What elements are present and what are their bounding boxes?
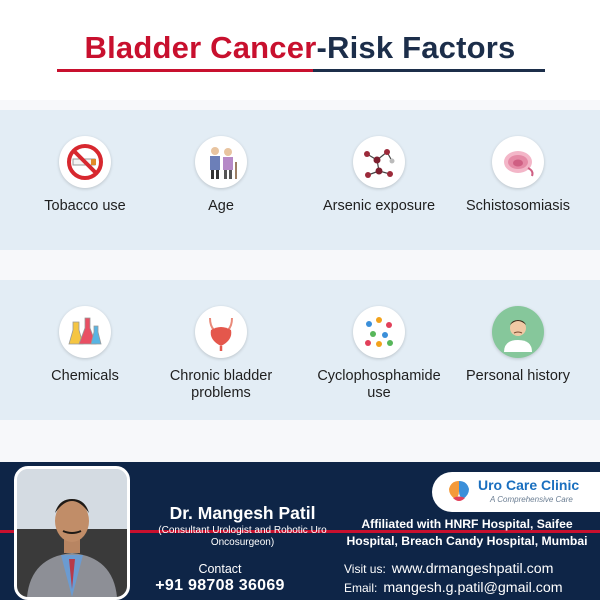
title-underline xyxy=(57,69,545,72)
clinic-logo-icon xyxy=(444,478,474,511)
clinic-logo xyxy=(432,472,600,512)
affiliation-text: Affiliated with HNRF Hospital, Saifee Hospital, Breach Candy Hospital, Mumbai xyxy=(346,517,588,548)
molecule-icon xyxy=(353,136,405,188)
doctor-photo xyxy=(14,466,130,600)
risk-item-cyclophosphamide xyxy=(304,280,454,420)
title-rest: -Risk Factors xyxy=(316,30,516,65)
doctor-title: (Consultant Urologist and Robotic Uro Oncosurgeon) xyxy=(158,525,327,548)
risk-label: Chemicals xyxy=(51,368,119,384)
risk-factors-row-1 xyxy=(0,110,600,250)
page-title xyxy=(0,30,600,66)
email-link[interactable]: mangesh.g.patil@gmail.com xyxy=(383,580,563,596)
elderly-couple-icon xyxy=(195,136,247,188)
doctor-name: Dr. Mangesh Patil xyxy=(169,503,316,523)
risk-item-tobacco xyxy=(10,110,160,250)
risk-label: Arsenic exposure xyxy=(322,198,436,214)
risk-label: Cyclophosphamide use xyxy=(317,368,441,401)
risk-item-chemicals xyxy=(10,280,160,420)
risk-item-schistosomiasis xyxy=(443,110,593,250)
clinic-tagline: A Comprehensive Care xyxy=(490,495,573,504)
lab-flasks-icon xyxy=(59,306,111,358)
parasite-icon xyxy=(492,136,544,188)
risk-label: Schistosomiasis xyxy=(466,198,570,214)
website-line xyxy=(344,560,600,578)
patient-icon xyxy=(492,306,544,358)
risk-item-chronic-bladder xyxy=(146,280,296,420)
spacer xyxy=(0,250,600,280)
website-label: Visit us: xyxy=(344,562,386,576)
risk-label: Chronic bladder problems xyxy=(169,368,273,401)
email-line xyxy=(344,579,600,597)
risk-label: Tobacco use xyxy=(44,198,126,214)
header xyxy=(0,0,600,100)
clinic-name: Uro Care Clinic xyxy=(478,477,580,493)
spacer xyxy=(0,420,600,462)
risk-factors-row-2 xyxy=(0,280,600,420)
risk-label: Age xyxy=(208,198,234,214)
no-smoking-icon xyxy=(59,136,111,188)
website-link[interactable]: www.drmangeshpatil.com xyxy=(391,561,554,577)
risk-item-personal-history xyxy=(443,280,593,420)
contact-phone[interactable]: +91 98708 36069 xyxy=(155,577,285,594)
drug-molecules-icon xyxy=(353,306,405,358)
risk-item-arsenic xyxy=(304,110,454,250)
risk-item-age xyxy=(146,110,296,250)
contact-label: Contact xyxy=(198,562,242,576)
risk-label: Personal history xyxy=(466,368,570,384)
email-label: Email: xyxy=(344,581,378,595)
title-highlight: Bladder Cancer xyxy=(84,30,317,65)
bladder-icon xyxy=(195,306,247,358)
spacer xyxy=(0,100,600,110)
